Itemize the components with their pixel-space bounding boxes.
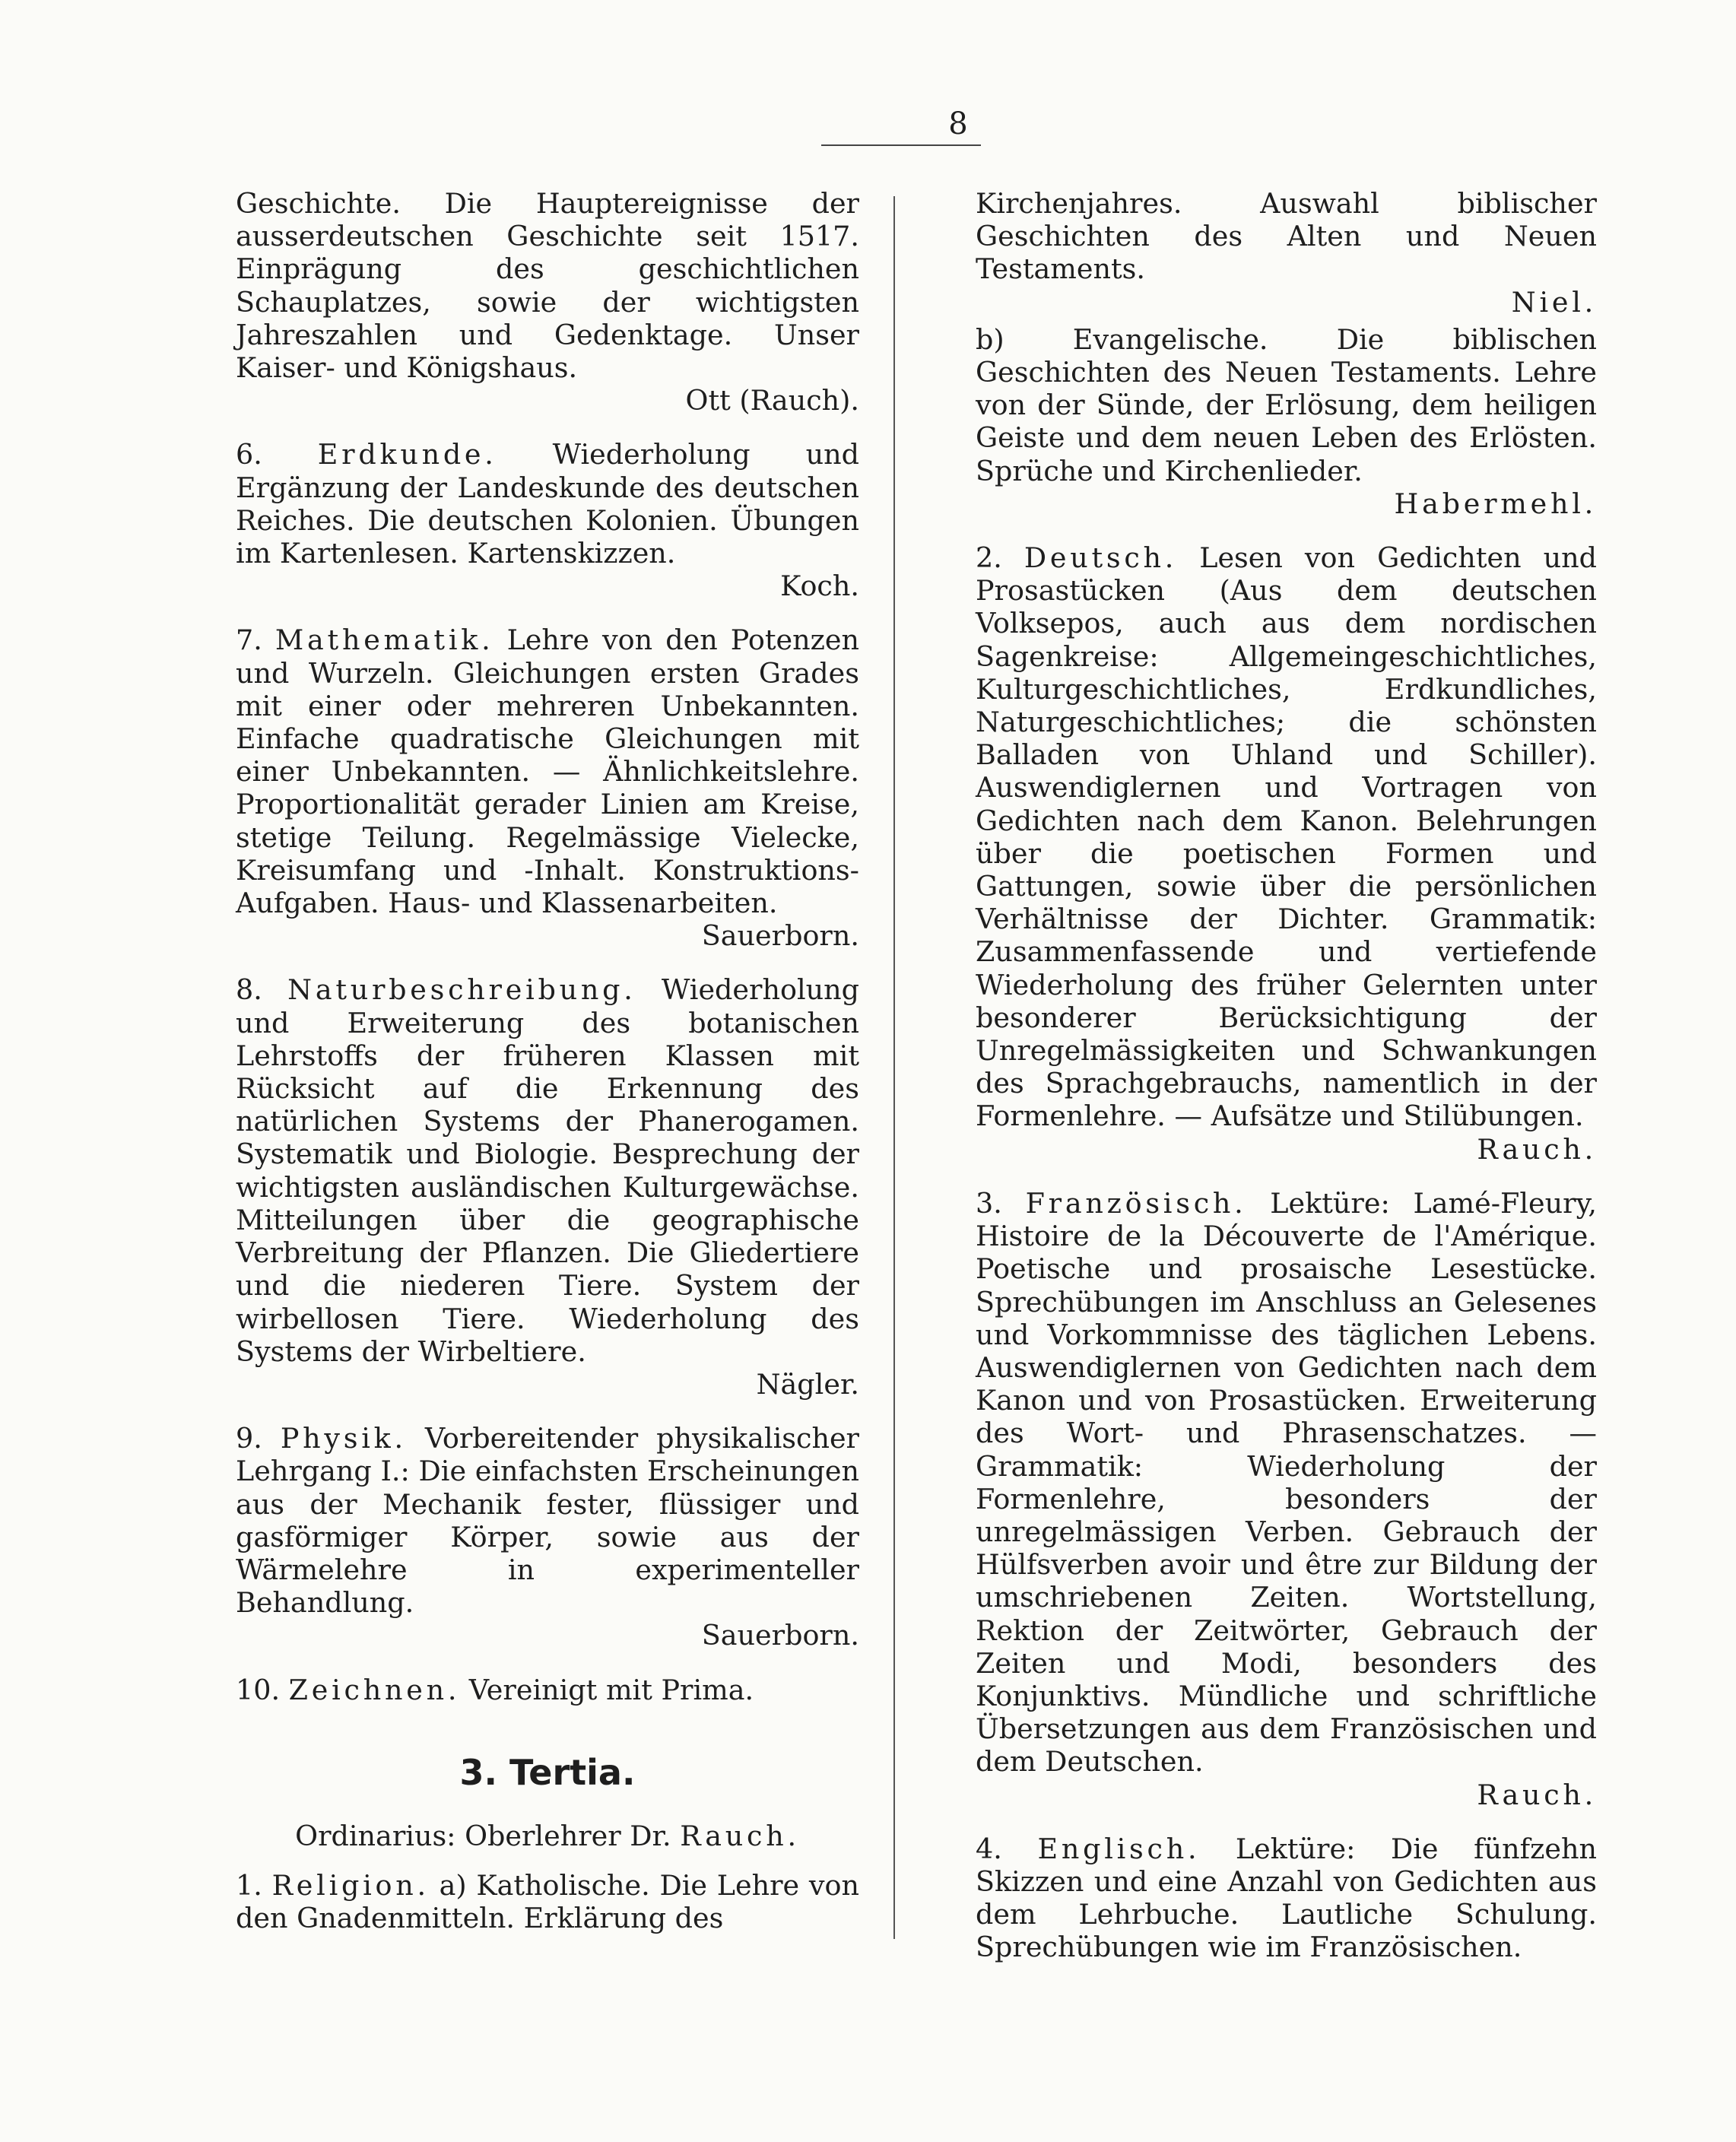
ordinarius-line [236,1820,859,1852]
header-rule [821,144,981,146]
section-title: Erdkunde. [317,438,497,471]
section-text: Lektüre: Lamé-Fleury, Histoire de la Découverte de l'Amérique. Poetische und prosaische Lesestücke. Sprechübungen im Anschluss an Gelesenes und Vorkommnisse des täglichen Lebens. Auswendiglernen von Gedichten nach dem Kanon und von Prosastücken. Erweiterung des Wort- und Phrasenschatzes. — Grammatik: Wiederholung der Formenlehre, besonders der unregelmässigen Verben. Gebrauch der Hülfsverben avoir und être zur Bildung der umschriebenen Zeiten. Wortstellung, Rektion der Zeitwörter, Gebrauch der Zeiten und Modi, besonders des Konjunktivs. Mündliche und schriftliche Übersetzungen aus dem Französischen und dem Deutschen. [976,1186,1597,1779]
history-teacher: Ott (Rauch). [685,384,859,417]
mathematics-teacher: Sauerborn. [701,919,859,953]
german-teacher: Rauch. [1477,1132,1597,1166]
section-text: a) Katholische. Die Lehre von den Gnadenmitteln. Erklärung des [236,1869,860,1935]
ordinarius-name: Rauch. [680,1819,800,1852]
section-geography [236,438,859,570]
column-divider [893,196,895,1939]
natural-history-teacher: Nägler. [756,1367,859,1401]
section-text: Lektüre: Die fünfzehn Skizzen und eine Anzahl von Gedichten aus dem Lehrbuche. Lautliche Schulung. Sprechübungen wie im Französischen. [976,1832,1597,1964]
section-title: Französisch. [1025,1186,1247,1220]
section-number: 1. [236,1869,262,1902]
section-number: 4. [976,1832,1002,1865]
section-mathematics [236,624,859,919]
section-text: Vorbereitender physikalischer Lehrgang I.: Die einfachsten Erscheinungen aus der Mechanik fester, flüssiger und gasförmiger Körper, sowie aus der Wärmelehre in experimenteller Behandlung. [236,1422,860,1620]
section-drawing [236,1674,859,1706]
section-number: 9. [236,1422,262,1455]
geography-teacher: Koch. [780,570,859,603]
section-religion [236,1869,859,1934]
section-physics [236,1422,859,1619]
religion-catholic-teacher: Niel. [1511,285,1597,319]
religion-continuation: Kirchenjahres. Auswahl biblischer Geschichten des Alten und Neuen Testaments. [976,187,1597,286]
section-natural-history [236,973,859,1367]
religion-evangelical: b) Evangelische. Die biblischen Geschichten des Neuen Testaments. Lehre von der Sünde, der Erlösung, dem heiligen Geiste und dem neuen Leben des Erlösten. Sprüche und Kirchenlieder. [976,322,1597,487]
section-title: Deutsch. [1024,541,1178,575]
section-text: Lehre von den Potenzen und Wurzeln. Gleichungen ersten Grades mit einer oder mehreren Unbekannten. Einfache quadratische Gleichungen mit einer Unbekannten. — Ähnlichkeitslehre. Proportionalität gerader Linien am Kreise, stetige Teilung. Regelmässige Vielecke, Kreisumfang und -Inhalt. Konstruktions-Aufgaben. Haus- und Klassenarbeiten. [236,624,859,920]
section-number: 10. [236,1673,281,1706]
section-title: Physik. [280,1422,407,1455]
section-title: Mathematik. [275,624,494,657]
right-column [976,187,1597,1964]
section-number: 8. [236,973,262,1007]
section-text: Lesen von Gedichten und Prosastücken (Aus dem deutschen Volksepos, auch aus dem nordischen Sagenkreise: Allgemeingeschichtliches, Kulturgeschichtliches, Erdkundliches, Naturgeschichtliches; die schönsten Balladen von Uhland und Schiller). Auswendiglernen und Vortragen von Gedichten nach dem Kanon. Belehrungen über die poetischen Formen und Gattungen, sowie über die persönlichen Verhältnisse der Dichter. Grammatik: Zusammenfassende und vertiefende Wiederholung des früher Gelernten unter besonderer Berücksichtigung der Unregelmässigkeiten und Schwankungen des Sprachgebrauchs, namentlich in der Formenlehre. — Aufsätze und Stilübungen. [976,541,1598,1133]
class-heading: 3. Tertia. [459,1751,636,1793]
section-french [976,1187,1597,1779]
section-number: 6. [236,438,262,471]
section-number: 2. [976,541,1002,575]
section-number: 7. [236,624,262,657]
religion-evangelical-teacher: Habermehl. [1394,487,1597,520]
section-german [976,541,1597,1133]
physics-teacher: Sauerborn. [701,1619,859,1652]
section-title: Zeichnen. [288,1673,461,1706]
section-english [976,1833,1597,1964]
section-title: Naturbeschreibung. [287,973,636,1007]
page-number: 8 [948,106,968,141]
section-title: Religion. [271,1869,430,1902]
section-text: Vereinigt mit Prima. [468,1673,754,1706]
history-continuation: Geschichte. Die Hauptereignisse der ausserdeutschen Geschichte seit 1517. Einprägung des geschichtlichen Schauplatzes, sowie der wichtigsten Jahreszahlen und Gedenktage. Unser Kaiser- und Königshaus. [236,187,859,385]
left-column [236,187,859,1935]
section-text: Wiederholung und Erweiterung des botanischen Lehrstoffs der früheren Klassen mit Rücksicht auf die Erkennung des natürlichen Systems der Phanerogamen. Systematik und Biologie. Besprechung der wichtigsten ausländischen Kulturgewächse. Mitteilungen über die geographische Verbreitung der Pflanzen. Die Gliedertiere und die niederen Tiere. System der wirbellosen Tiere. Wiederholung des Systems der Wirbeltiere. [236,973,860,1368]
ordinarius-label: Ordinarius: Oberlehrer Dr. [295,1819,671,1852]
french-teacher: Rauch. [1477,1778,1597,1811]
section-number: 3. [976,1186,1002,1220]
section-title: Englisch. [1037,1832,1201,1865]
section-text: Wiederholung und Ergänzung der Landeskunde des deutschen Reiches. Die deutschen Kolonien. Übungen im Kartenlesen. Kartenskizzen. [236,438,859,570]
